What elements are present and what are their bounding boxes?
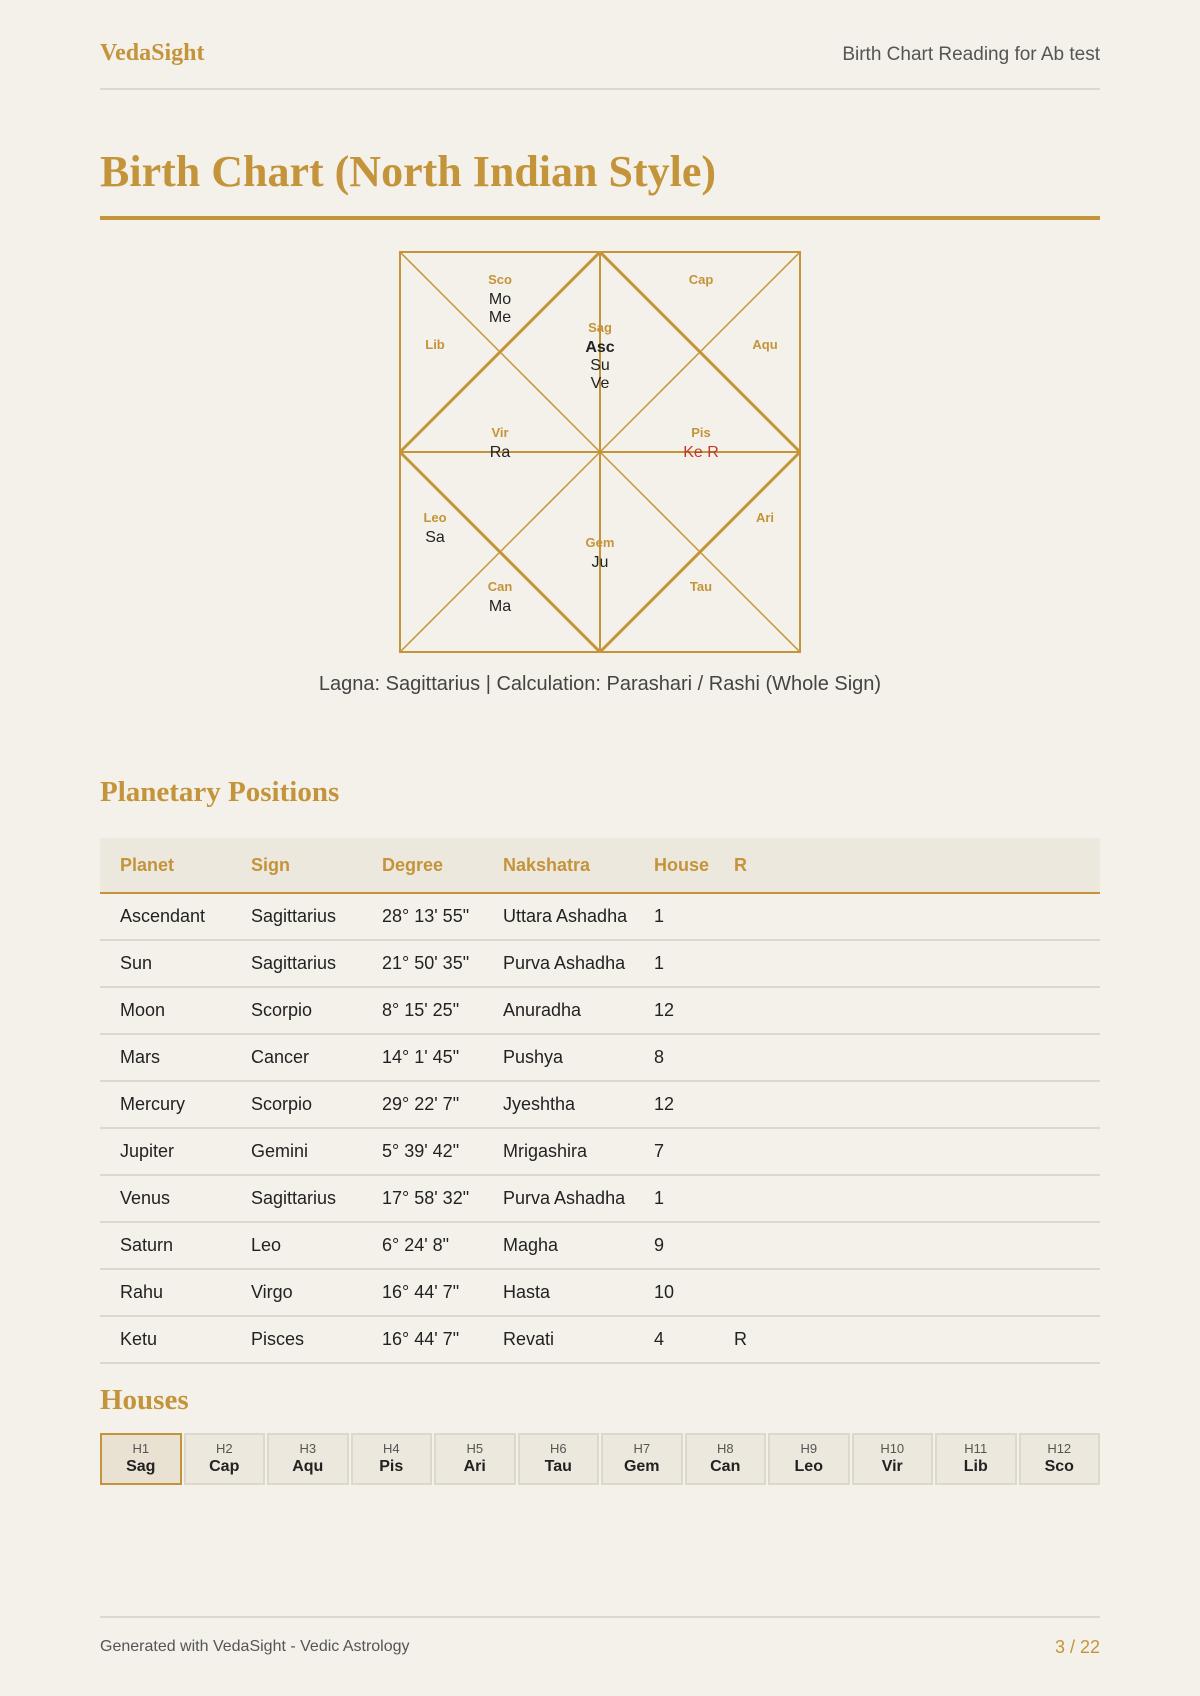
table-cell: Anuradha bbox=[483, 987, 634, 1034]
house-cell-h2[interactable] bbox=[184, 1433, 266, 1485]
table-row bbox=[100, 1316, 1100, 1363]
house-number: H8 bbox=[716, 1441, 734, 1456]
table-header-row bbox=[100, 838, 1100, 893]
chart-planet: Ke R bbox=[683, 444, 719, 461]
chart-planet: Me bbox=[488, 309, 512, 326]
column-header: Planet bbox=[100, 838, 231, 893]
table-row bbox=[100, 940, 1100, 987]
table-cell: Jyeshtha bbox=[483, 1081, 634, 1128]
house-number: H1 bbox=[132, 1441, 150, 1456]
column-header: Nakshatra bbox=[483, 838, 634, 893]
house-number: H9 bbox=[800, 1441, 818, 1456]
chart-sign-label: Aqu bbox=[752, 337, 778, 352]
house-sign: Can bbox=[710, 1458, 741, 1475]
table-cell: 5° 39' 42" bbox=[362, 1128, 483, 1175]
table-cell: Moon bbox=[100, 987, 231, 1034]
table-cell: 14° 1' 45" bbox=[362, 1034, 483, 1081]
chart-sign-label: Leo bbox=[423, 510, 447, 525]
house-cell-h7[interactable] bbox=[601, 1433, 683, 1485]
table-cell bbox=[714, 1034, 1100, 1081]
table-cell: Hasta bbox=[483, 1269, 634, 1316]
house-number: H10 bbox=[880, 1441, 905, 1456]
chart-sign-label: Pis bbox=[691, 425, 711, 440]
table-cell: Mercury bbox=[100, 1081, 231, 1128]
report-title: Birth Chart Reading for Ab test bbox=[842, 44, 1100, 65]
house-cell-h1[interactable] bbox=[100, 1433, 182, 1485]
house-cell-h9[interactable] bbox=[768, 1433, 850, 1485]
houses-strip bbox=[100, 1433, 1100, 1485]
chart-sign-label: Sco bbox=[488, 272, 512, 287]
table-cell: 6° 24' 8" bbox=[362, 1222, 483, 1269]
table-cell bbox=[714, 1175, 1100, 1222]
table-cell: 8° 15' 25" bbox=[362, 987, 483, 1034]
table-row bbox=[100, 987, 1100, 1034]
table-cell: Uttara Ashadha bbox=[483, 893, 634, 940]
house-sign: Aqu bbox=[292, 1458, 324, 1475]
brand-logo: VedaSight bbox=[100, 40, 205, 66]
chart-caption: Lagna: Sagittarius | Calculation: Parashari / Rashi (Whole Sign) bbox=[318, 673, 882, 695]
table-row bbox=[100, 1081, 1100, 1128]
house-sign: Cap bbox=[209, 1458, 240, 1475]
table-cell: 1 bbox=[634, 1175, 714, 1222]
page-title: Birth Chart (North Indian Style) bbox=[100, 147, 717, 196]
house-cell-h12[interactable] bbox=[1019, 1433, 1101, 1485]
column-header: Sign bbox=[231, 838, 362, 893]
house-cell-h6[interactable] bbox=[518, 1433, 600, 1485]
table-cell: Pisces bbox=[231, 1316, 362, 1363]
table-cell bbox=[714, 987, 1100, 1034]
table-cell: Sagittarius bbox=[231, 893, 362, 940]
table-cell: Jupiter bbox=[100, 1128, 231, 1175]
chart-planet: Ra bbox=[489, 444, 511, 461]
chart-sign-label: Can bbox=[487, 579, 513, 594]
chart-planet: Ju bbox=[591, 554, 609, 571]
column-header: House bbox=[634, 838, 714, 893]
house-sign: Sag bbox=[126, 1458, 156, 1475]
table-cell: 4 bbox=[634, 1316, 714, 1363]
table-row bbox=[100, 1128, 1100, 1175]
table-cell: Purva Ashadha bbox=[483, 940, 634, 987]
table-cell: Ascendant bbox=[100, 893, 231, 940]
table-row bbox=[100, 1269, 1100, 1316]
house-cell-h10[interactable] bbox=[852, 1433, 934, 1485]
chart-sign-label: Ari bbox=[755, 510, 775, 525]
chart-planet: Su bbox=[590, 357, 610, 374]
table-row bbox=[100, 1034, 1100, 1081]
houses-heading: Houses bbox=[100, 1384, 189, 1416]
table-cell: Gemini bbox=[231, 1128, 362, 1175]
chart-sign-label: Lib bbox=[425, 337, 445, 352]
table-cell bbox=[714, 1269, 1100, 1316]
table-cell: Mrigashira bbox=[483, 1128, 634, 1175]
house-sign: Vir bbox=[881, 1458, 903, 1475]
house-sign: Lib bbox=[963, 1458, 988, 1475]
house-sign: Pis bbox=[379, 1458, 404, 1475]
house-sign: Leo bbox=[794, 1458, 823, 1475]
table-cell: 1 bbox=[634, 893, 714, 940]
table-cell: Magha bbox=[483, 1222, 634, 1269]
house-number: H7 bbox=[633, 1441, 651, 1456]
table-cell: Scorpio bbox=[231, 987, 362, 1034]
table-cell: Revati bbox=[483, 1316, 634, 1363]
title-divider bbox=[100, 216, 1100, 220]
table-cell: 28° 13' 55" bbox=[362, 893, 483, 940]
footer-generated-text: Generated with VedaSight - Vedic Astrology bbox=[100, 1638, 410, 1655]
table-row bbox=[100, 1175, 1100, 1222]
house-number: H2 bbox=[215, 1441, 233, 1456]
chart-planet: Sa bbox=[425, 529, 445, 546]
house-sign: Gem bbox=[623, 1458, 660, 1475]
chart-sign-label: Sag bbox=[588, 320, 612, 335]
house-number: H3 bbox=[299, 1441, 317, 1456]
house-cell-h3[interactable] bbox=[267, 1433, 349, 1485]
table-cell: Leo bbox=[231, 1222, 362, 1269]
table-cell bbox=[714, 893, 1100, 940]
table-cell: 17° 58' 32" bbox=[362, 1175, 483, 1222]
house-cell-h4[interactable] bbox=[351, 1433, 433, 1485]
table-cell: 12 bbox=[634, 987, 714, 1034]
table-cell: 8 bbox=[634, 1034, 714, 1081]
table-cell: Scorpio bbox=[231, 1081, 362, 1128]
chart-sign-label: Cap bbox=[688, 272, 714, 287]
chart-planet: Ve bbox=[590, 375, 610, 392]
column-header: Degree bbox=[362, 838, 483, 893]
table-cell: Purva Ashadha bbox=[483, 1175, 634, 1222]
table-cell: 9 bbox=[634, 1222, 714, 1269]
house-cell-h11[interactable] bbox=[935, 1433, 1017, 1485]
chart-sign-label: Tau bbox=[689, 579, 713, 594]
house-number: H4 bbox=[382, 1441, 400, 1456]
house-sign: Tau bbox=[544, 1458, 572, 1475]
table-cell: Sun bbox=[100, 940, 231, 987]
house-cell-h5[interactable] bbox=[434, 1433, 516, 1485]
chart-planet: Ma bbox=[488, 598, 512, 615]
table-cell: 1 bbox=[634, 940, 714, 987]
table-cell: Rahu bbox=[100, 1269, 231, 1316]
north-indian-chart bbox=[398, 250, 802, 654]
chart-planet: Mo bbox=[488, 291, 512, 308]
house-number: H12 bbox=[1047, 1441, 1072, 1456]
table-cell: Saturn bbox=[100, 1222, 231, 1269]
table-cell bbox=[714, 1081, 1100, 1128]
house-sign: Sco bbox=[1044, 1458, 1074, 1475]
house-number: H11 bbox=[964, 1441, 988, 1456]
table-cell bbox=[714, 1222, 1100, 1269]
page-number: 3 / 22 bbox=[1054, 1637, 1100, 1657]
table-cell: Virgo bbox=[231, 1269, 362, 1316]
table-cell: Ketu bbox=[100, 1316, 231, 1363]
chart-sign-label: Vir bbox=[491, 425, 509, 440]
table-cell: 7 bbox=[634, 1128, 714, 1175]
table-cell: 16° 44' 7" bbox=[362, 1269, 483, 1316]
page-footer bbox=[100, 1616, 1100, 1658]
column-header: R bbox=[714, 838, 1100, 893]
table-cell: 16° 44' 7" bbox=[362, 1316, 483, 1363]
table-cell: 10 bbox=[634, 1269, 714, 1316]
table-cell: Sagittarius bbox=[231, 1175, 362, 1222]
table-cell bbox=[714, 1128, 1100, 1175]
table-cell: 12 bbox=[634, 1081, 714, 1128]
chart-sign-label: Gem bbox=[585, 535, 615, 550]
table-cell: Mars bbox=[100, 1034, 231, 1081]
table-cell: Pushya bbox=[483, 1034, 634, 1081]
table-cell: Cancer bbox=[231, 1034, 362, 1081]
table-cell: Venus bbox=[100, 1175, 231, 1222]
table-cell: Sagittarius bbox=[231, 940, 362, 987]
table-cell: 21° 50' 35" bbox=[362, 940, 483, 987]
house-number: H6 bbox=[549, 1441, 567, 1456]
planetary-positions-table bbox=[100, 838, 1100, 1364]
table-cell: R bbox=[714, 1316, 1100, 1363]
table-cell: 29° 22' 7" bbox=[362, 1081, 483, 1128]
chart-ascendant-marker: Asc bbox=[585, 339, 615, 356]
planetary-positions-heading: Planetary Positions bbox=[100, 776, 340, 808]
house-number: H5 bbox=[466, 1441, 484, 1456]
table-row bbox=[100, 1222, 1100, 1269]
house-cell-h8[interactable] bbox=[685, 1433, 767, 1485]
page-header bbox=[100, 38, 1100, 90]
table-cell bbox=[714, 940, 1100, 987]
house-sign: Ari bbox=[463, 1458, 486, 1475]
table-row bbox=[100, 893, 1100, 940]
